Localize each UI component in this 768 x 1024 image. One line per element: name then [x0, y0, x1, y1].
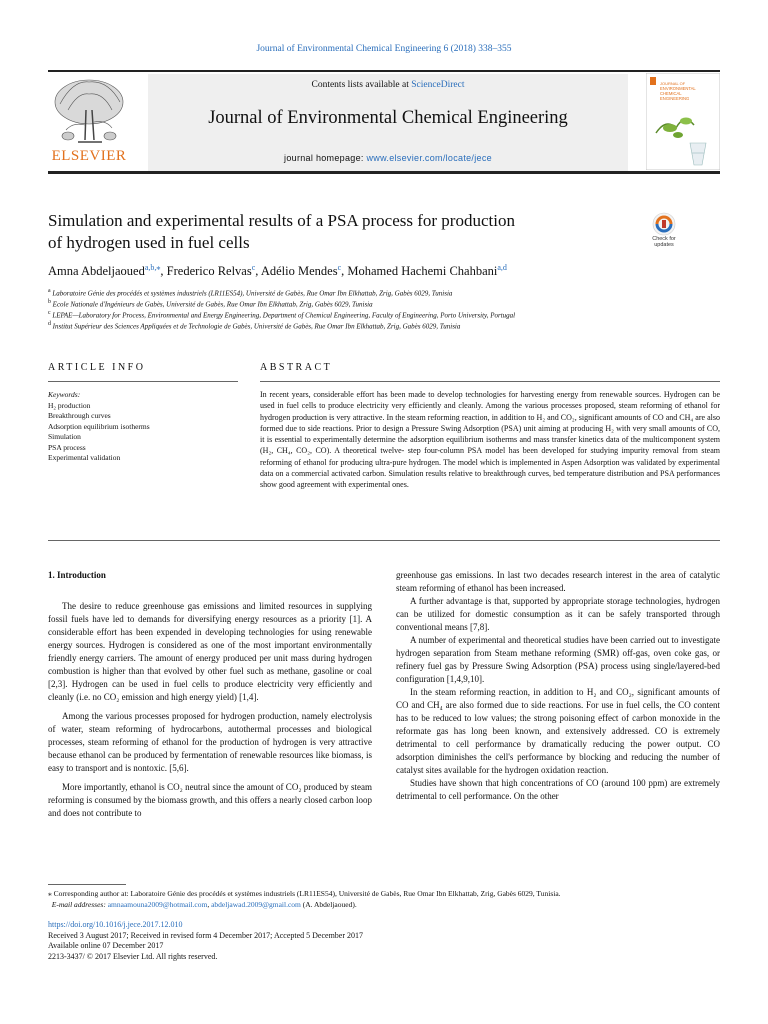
cover-line-2: ENVIRONMENTAL [660, 86, 696, 91]
corresponding-author-text: ⁎ Corresponding author at: Laboratoire Génie des procédés et systèmes industriels (LR11ES54), Université de Gabès, Rue Omar Ibn Elkhattab, Zrig, Gabès 6029, Tunisia. [48, 889, 561, 898]
keyword-item: PSA process [48, 442, 86, 452]
affiliation-text: LEPAE—Laboratory for Process, Environmental and Energy Engineering, Department of Chemical Engineering, Faculty of Engineering, Porto University, Portugal [52, 311, 516, 320]
body-paragraph: Studies have shown that high concentrations of CO (around 100 ppm) are extremely detrimental to cell performance. On the other [396, 778, 720, 801]
body-paragraph: A further advantage is that, supported by appropriate storage technologies, hydrogen can be utilized for domestic consumption as it can be safely transported through conventional means [7,8]. [396, 596, 720, 632]
front-matter-rule [48, 540, 720, 541]
email-link[interactable]: amnaamouna2009@hotmail.com [107, 900, 208, 909]
affiliation [48, 321, 460, 330]
keyword-item: Experimental validation [48, 453, 121, 462]
keyword-item: Adsorption equilibrium isotherms [48, 421, 150, 431]
author-affil-marker[interactable]: a,b,⁎ [144, 263, 161, 272]
body-left-column [48, 569, 372, 820]
keyword-item: H₂ production [48, 400, 91, 410]
body-paragraph: The desire to reduce greenhouse gas emissions and limited resources in supplying fossil fuels have led to demands for diversifying energy resources as a priority [1]. A considerable effort has been expended in developing technologies for using renewable energy sources. Hydrogen is considered as one of the most important environmentally friendly energy carriers. The amount of energy produced per unit mass during hydrogen combustion is higher than that evolved by other fuel such as methane, gasoline or coal [2,3]. Hydrogen can be used in fuel cells to produce electricity very efficiently and cleanly (i.e. no CO₂ emission and high energy yield) [1,4]. [48, 601, 372, 702]
masthead-bottom-rule [48, 171, 720, 174]
article-info-heading: ARTICLE INFO [48, 362, 146, 373]
check-label-line-2: updates [654, 242, 674, 248]
body-paragraph: greenhouse gas emissions. In last two decades research interest in the area of catalytic steam reforming of ethanol has been increased. [396, 570, 720, 593]
masthead-top-rule [48, 70, 720, 72]
abstract-rule [260, 381, 720, 382]
affiliation-marker: c [48, 310, 51, 316]
article-title-line-2: of hydrogen used in fuel cells [48, 233, 250, 252]
publication-info [48, 920, 363, 962]
email-line [48, 899, 720, 910]
affiliation-text: Ecole Nationale d'Ingénieurs de Gabès, Université de Gabès, Rue Omar Ibn Elkhattab, Zrig, Gabès 6029, Tunisia [52, 300, 373, 309]
cover-line-4: ENGINEERING [660, 96, 690, 101]
affiliation-marker: b [48, 299, 51, 305]
homepage-prefix: journal homepage: [284, 153, 367, 163]
section-heading-introduction: 1. Introduction [48, 570, 106, 580]
author-list: Amna Abdeljaoued$^{a,b,⁎}$, Frederico Relvas$^c$, Adélio Mendes$^c$, Mohamed Hachemi Chahbani$^{a,d}$ [48, 263, 507, 279]
author-name[interactable]: Frederico Relvas [166, 264, 252, 279]
author-name[interactable]: Amna Abdeljaoued [48, 264, 145, 279]
cover-line-1: JOURNAL OF [660, 81, 686, 86]
author-name[interactable]: Adélio Mendes [260, 264, 338, 279]
affiliation [48, 288, 452, 297]
keyword-item: Simulation [48, 432, 81, 441]
author-affil-marker[interactable]: a,d [497, 263, 507, 272]
email-separator: , [207, 900, 212, 909]
affiliation-marker: d [48, 321, 51, 327]
keywords-label: Keywords: [48, 390, 81, 399]
article-title-line-1: Simulation and experimental results of a PSA process for production [48, 211, 515, 230]
cover-line-3: CHEMICAL [660, 91, 682, 96]
contents-prefix: Contents lists available at [311, 80, 412, 90]
abstract-text: In recent years, considerable effort has been made to develop technologies for harvesting energy from renewable sources. Hydrogen can be used in fuel cells to produce electricity very efficiently and cleanly. Among the various processes proposed, steam reforming of ethanol for hydrogen production is very attractive. In the steam reforming reaction, in addition to H₂ and CO₂, significant amounts of CO and CH₄ are also formed due to side reactions. Prior to design a Pressure Swing Adsorption (PSA) unit aiming at producing H₂ with very small amounts of CO, it is essential to experimentally determine the adsorption equilibrium isotherms and mass transfer kinetics data of the multicomponent system (H₂, CH₄, CO₂, CO). A theoretical twelve- step four-column PSA model has been developed for studying impurity removal from steam reforming of ethanol for producing ultra-pure hydrogen. The model which is implemented in Aspen Adsorption was validated by experimental data on a commercial activated carbon. Simulation results relative to breakthrough curves, bed temperature distribution and PSA performances show good agreement with experimental ones. [260, 390, 720, 490]
body-paragraph: More importantly, ethanol is CO₂ neutral since the amount of CO₂ produced by steam reforming is consumed by the biomass growth, and this offers a nearly closed carbon loop and does not contribute to [48, 782, 373, 818]
author-affil-marker[interactable]: c [337, 263, 342, 272]
article-title [48, 210, 608, 254]
homepage-link[interactable]: www.elsevier.com/locate/jece [366, 153, 492, 163]
body-paragraph: A number of experimental and theoretical studies have been carried out to investigate hydrogen separation from Steam methane reforming (SMR) off-gas, oven coke gas, or refinery fuel gas by Pressure Swing Adsorption (PSA) process using single/layered-bed configuration [1,4,9,10]. [396, 635, 720, 684]
author-name[interactable]: Mohamed Hachemi Chahbani [347, 264, 498, 279]
check-label-line-1: Check for [652, 236, 676, 242]
journal-cover-image[interactable] [646, 73, 720, 170]
affiliation-marker: a [48, 288, 51, 294]
affiliation [48, 310, 515, 319]
copyright: 2213-3437/ © 2017 Elsevier Ltd. All rights reserved. [48, 951, 218, 961]
article-info-rule [48, 381, 238, 382]
available-online: Available online 07 December 2017 [48, 941, 164, 950]
journal-title: Journal of Environmental Chemical Engineering [208, 108, 568, 128]
affiliation [48, 299, 373, 308]
contents-line [148, 80, 628, 90]
email-suffix: (A. Abdeljaoued). [300, 900, 357, 909]
received-dates: Received 3 August 2017; Received in revised form 4 December 2017; Accepted 5 December 2017 [48, 930, 364, 940]
sciencedirect-link[interactable]: ScienceDirect [411, 80, 465, 90]
email-label: E-mail addresses: [51, 900, 106, 909]
affiliation-text: Laboratoire Génie des procédés et systèmes industriels (LR11ES54), Université de Gabès, Rue Omar Ibn Elkhattab, Zrig, Gabès 6029, Tunisia [52, 289, 453, 298]
author-affil-marker[interactable]: c [251, 263, 256, 272]
body-right-column [396, 569, 720, 803]
email-link[interactable]: abdeljawad.2009@gmail.com [211, 900, 301, 909]
body-paragraph: Among the various processes proposed for hydrogen production, namely electrolysis of water, steam reforming of hydrocarbons, autothermal processes and biological processes, steam reforming of ethanol for the production of hydrogen is very attractive because ethanol can be produced by fermentation of renewable resources like biomass, is easy to transport and is nontoxic. [5,6]. [48, 711, 372, 773]
affiliation-text: Institut Supérieur des Sciences Appliquées et de Technologie de Gabès, Université de Gabès, Rue Omar Ibn Elkhattab, Zrig, Gabès 6029, Tunisia [52, 322, 461, 331]
abstract-heading: ABSTRACT [260, 362, 333, 373]
body-paragraph: In the steam reforming reaction, in addition to H₂ and CO₂, significant amounts of CO and CH₄ are also formed due to side reactions. For use in fuel cells, the CO content has to be reduced to low values; the strong poisoning effect of carbon monoxide in the reformate gas has long been known, and extensively addressed. CO is extremely detrimental to cell performance by dramatically reducing the power output. CO adsorption diminishes the cell's performance by blocking and reducing the number of catalyst sites available for the hydrogen oxidation reaction. [396, 687, 720, 775]
journal-citation[interactable]: Journal of Environmental Chemical Engineering 6 (2018) 338–355 [256, 44, 512, 54]
journal-homepage [148, 153, 628, 163]
keyword-item: Breakthrough curves [48, 411, 111, 420]
keywords-block [48, 390, 150, 464]
footnote-rule [48, 884, 126, 885]
doi-link[interactable]: https://doi.org/10.1016/j.jece.2017.12.010 [48, 920, 183, 929]
check-for-updates-label[interactable] [646, 236, 682, 248]
elsevier-wordmark: ELSEVIER [51, 148, 127, 164]
corresponding-author-footnote [48, 888, 720, 910]
